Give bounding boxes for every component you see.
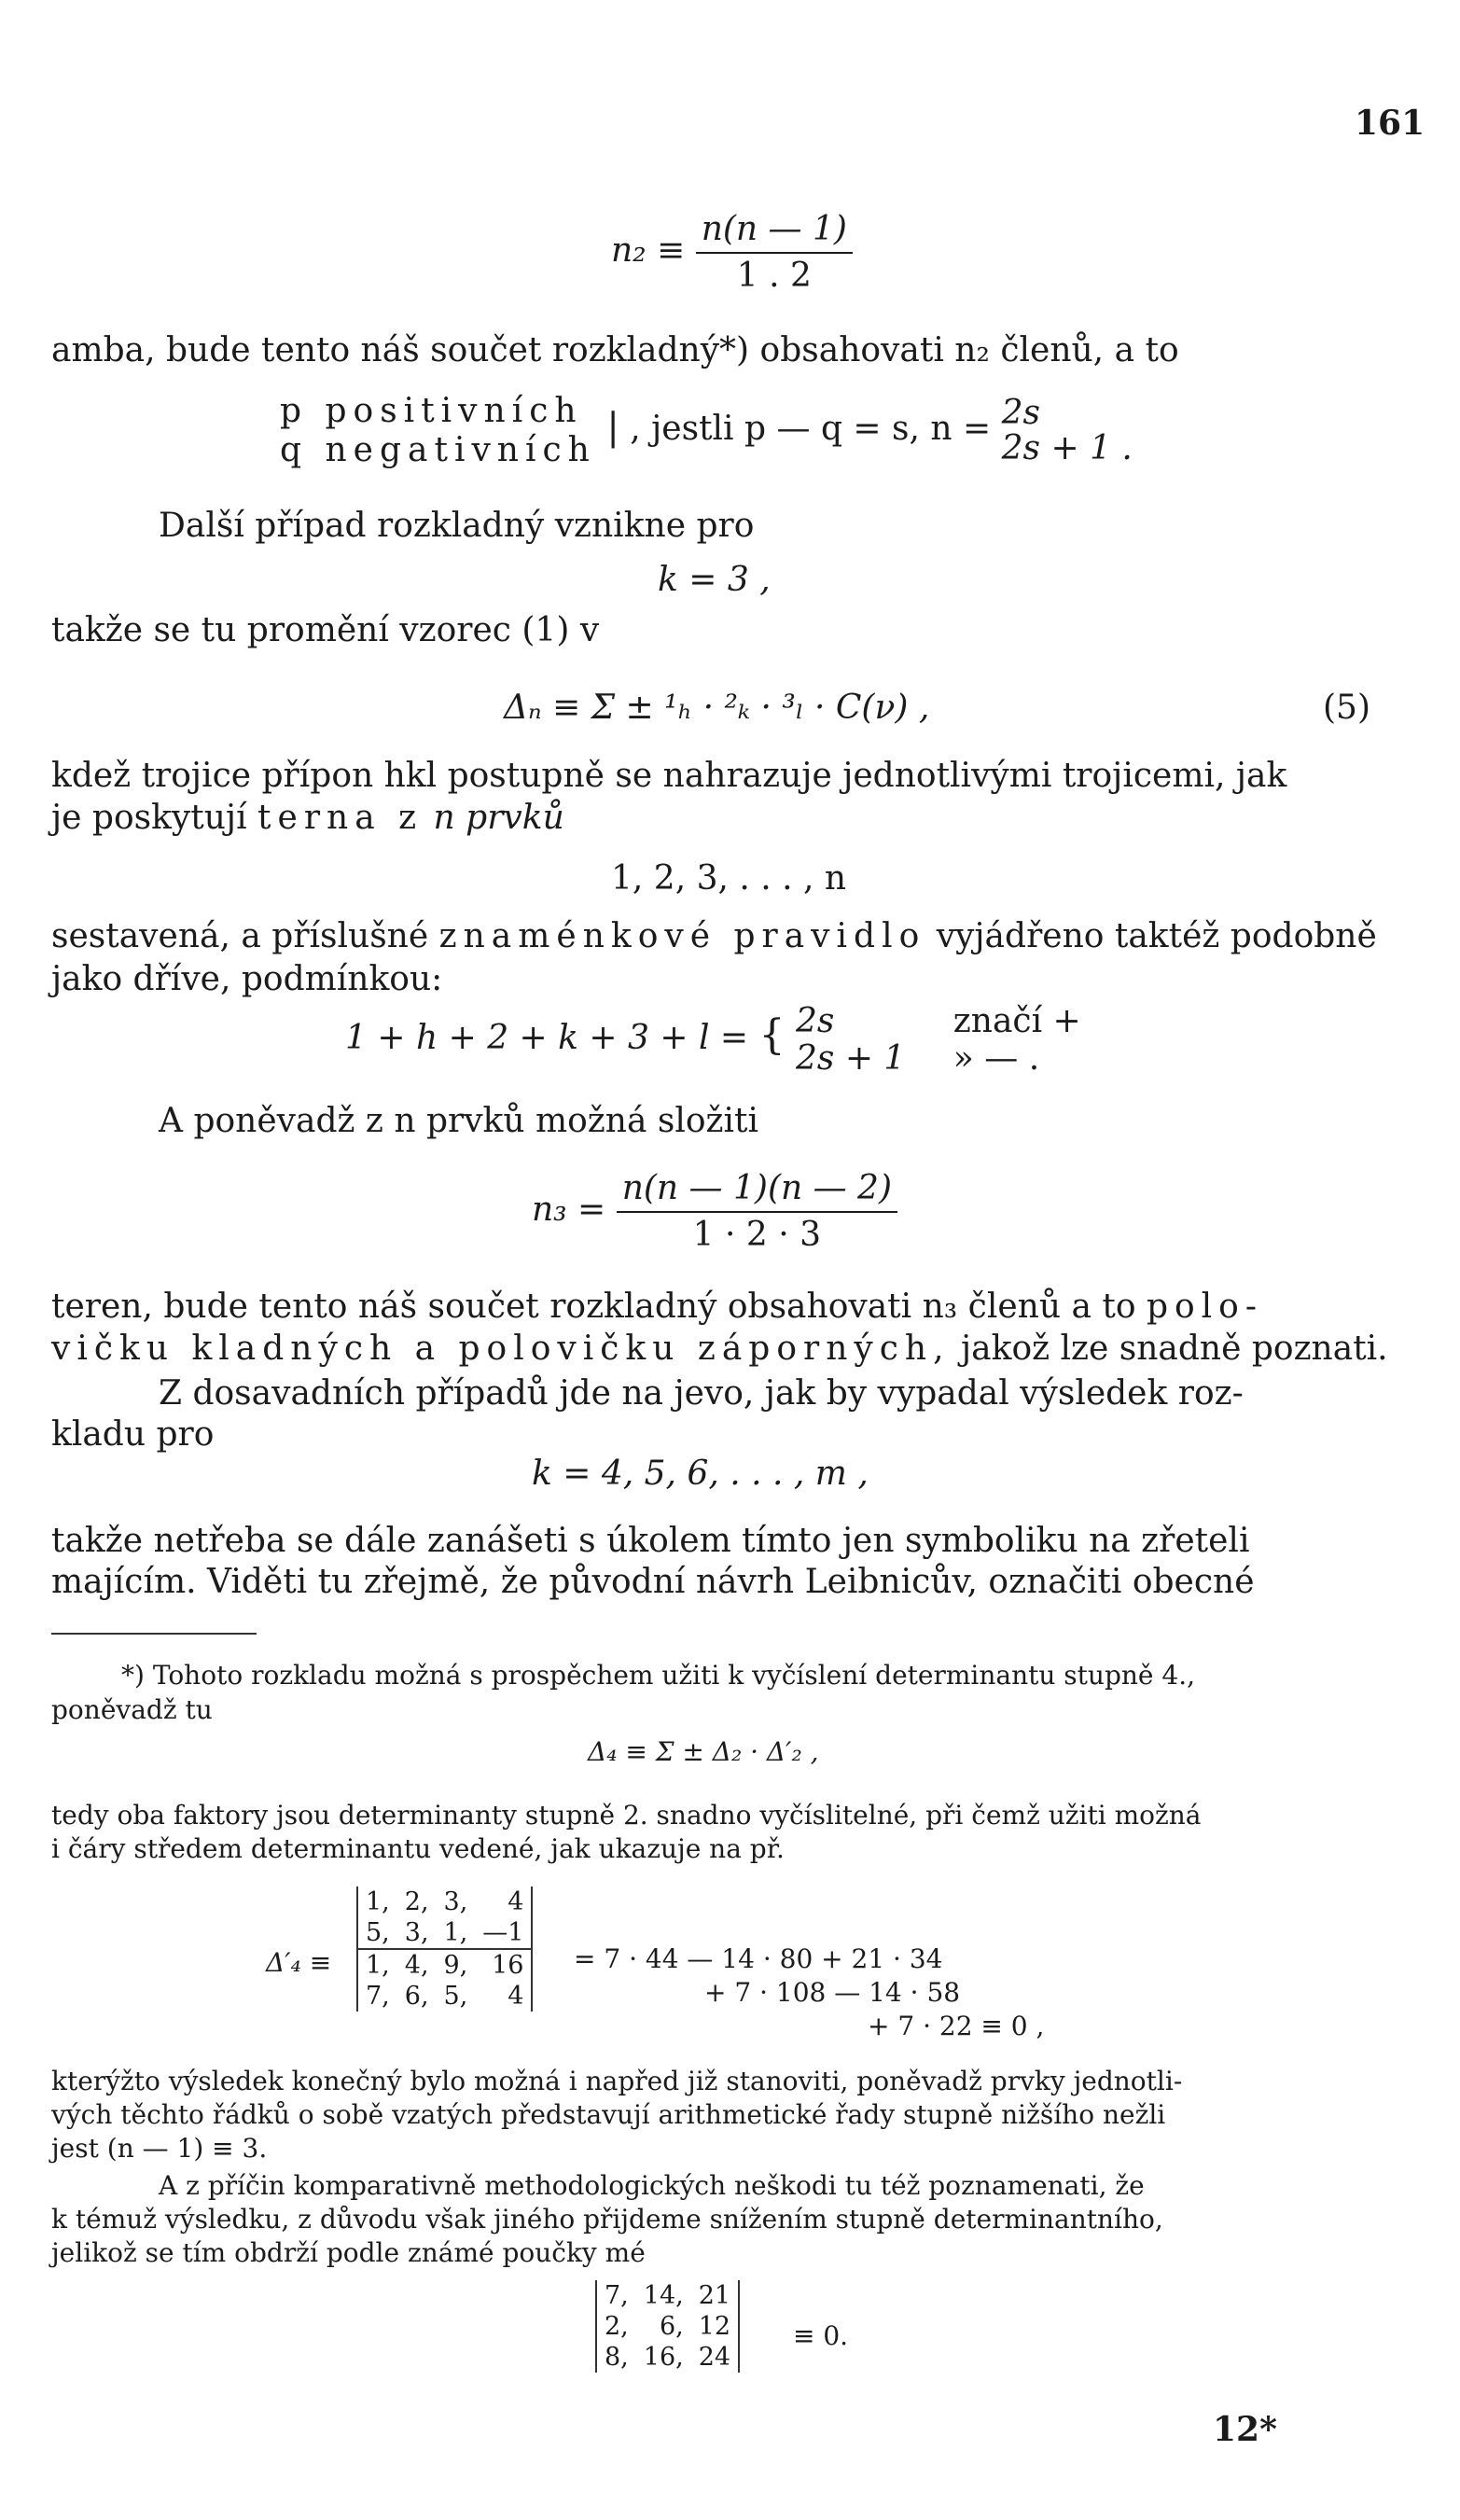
formula-condition-even: 2s xyxy=(796,1002,835,1040)
paragraph-2: Další případ rozkladný vznikne pro xyxy=(159,507,755,545)
footnote-line-10: jelikož se tím obdrží podle známé poučky mé xyxy=(51,2237,646,2268)
formula-n3 xyxy=(532,1166,897,1258)
paragraph-7-line-1 xyxy=(51,1285,1263,1330)
footnote-line-9: k témuž výsledku, z důvodu však jiného přijdeme snížením stupně determinantního, xyxy=(51,2204,1163,2235)
determinant-lhs: Δ′₄ ≡ xyxy=(266,1947,332,1978)
paragraph-5-line-1 xyxy=(51,914,1377,959)
formula-k3: k = 3 , xyxy=(658,561,771,599)
formula-n2-denominator: 1 . 2 xyxy=(736,257,812,295)
matrix-cell: 12 xyxy=(698,2312,731,2341)
determinant-rhs-3: + 7 · 22 ≡ 0 , xyxy=(868,2011,1045,2041)
footnote-line-1: *) Tohoto rozkladu možná s prospěchem užiti k vyčíslení determinantu stupně 4., xyxy=(121,1660,1195,1691)
formula-5-label: (5) xyxy=(1323,689,1370,727)
matrix-row xyxy=(358,1949,531,1981)
formula-n3-denominator: 1 · 2 · 3 xyxy=(692,1216,822,1254)
footnote-line-4: i čáry středem determinantu vedené, jak ukazuje na př. xyxy=(51,1833,785,1864)
determinant-3x3-rhs: ≡ 0. xyxy=(793,2320,849,2351)
matrix-cell: 4 xyxy=(508,1982,524,2011)
footnote-formula: Δ₄ ≡ Σ ± Δ₂ · Δ′₂ , xyxy=(588,1736,819,1767)
matrix-row xyxy=(597,2342,738,2373)
determinant-rhs-1: = 7 · 44 — 14 · 80 + 21 · 34 xyxy=(574,1943,943,1974)
formula-condition-odd: 2s + 1 xyxy=(796,1039,906,1078)
footnote-line-2: poněvadž tu xyxy=(51,1694,213,1725)
footnote-line-8: A z příčin komparativně methodologických neškodi tu též poznamenati, že xyxy=(159,2170,1145,2201)
formula-k-range: k = 4, 5, 6, . . . , m , xyxy=(532,1455,869,1493)
matrix-cell: 1, xyxy=(366,1887,390,1916)
matrix-cell: 5, xyxy=(366,1918,390,1947)
paragraph-3: takže se tu promění vzorec (1) v xyxy=(51,611,600,649)
footnote-line-5: kterýžto výsledek konečný bylo možná i napřed již stanoviti, poněvadž prvky jednotli- xyxy=(51,2066,1183,2096)
matrix-row xyxy=(597,2311,738,2342)
formula-n3-numerator: n(n — 1)(n — 2) xyxy=(617,1166,897,1213)
paragraph-8-line-1: Z dosavadních případů jde na jevo, jak by vypadal výsledek roz- xyxy=(159,1374,1244,1413)
paragraph-6: A poněvadž z n prvků možná složiti xyxy=(159,1102,758,1140)
paragraph-5-line-1a: sestavená, a příslušné xyxy=(51,917,429,955)
matrix-cell: 1, xyxy=(366,1951,390,1980)
determinant-3x3-table xyxy=(597,2280,738,2373)
paragraph-7-line-2 xyxy=(51,1327,1388,1371)
matrix-cell: 4 xyxy=(508,1887,524,1916)
matrix-cell: —1 xyxy=(482,1918,524,1947)
formula-condition-means-minus: » — . xyxy=(952,1039,1040,1078)
paragraph-4-line-2c: n prvků xyxy=(433,799,564,837)
formula-condition: 1 + h + 2 + k + 3 + l = { 2s 2s + 1 značí + » — . xyxy=(345,1002,1081,1078)
matrix-cell: 3, xyxy=(443,1887,468,1916)
formula-condition-means-plus: značí + xyxy=(952,1002,1081,1040)
paragraph-1: amba, bude tento náš součet rozkladný*) obsahovati n₂ členů, a to xyxy=(51,331,1179,369)
paragraph-8-line-2: kladu pro xyxy=(51,1415,215,1454)
formula-pq: p positivních q negativních | , jestli p — q = s, n = 2s 2s + 1 . xyxy=(280,392,1133,469)
paragraph-5-rule: znaménkové pravidlo xyxy=(438,917,926,955)
paragraph-4-line-2 xyxy=(51,796,564,841)
page-number: 161 xyxy=(1355,104,1425,143)
paragraph-7-line-2a: vičku kladných a polovičku záporných, xyxy=(51,1330,951,1368)
signature-mark: 12* xyxy=(1213,2410,1277,2449)
paragraph-4-line-2a: je poskytují xyxy=(51,799,247,837)
matrix-cell: 3, xyxy=(404,1918,429,1947)
matrix-row xyxy=(358,1917,531,1949)
matrix-row xyxy=(358,1981,531,2012)
formula-n3-fraction xyxy=(617,1166,897,1258)
matrix-cell: 2, xyxy=(404,1887,429,1916)
matrix-row xyxy=(597,2280,738,2311)
matrix-cell: 5, xyxy=(443,1982,468,2011)
formula-n2-fraction xyxy=(696,207,853,299)
paragraph-7-line-1b: polo- xyxy=(1146,1288,1264,1326)
paragraph-5-line-2: jako dříve, podmínkou: xyxy=(51,960,443,998)
formula-pq-negative: q negativních xyxy=(280,431,596,469)
paragraph-4-terna: terna z xyxy=(257,799,424,837)
matrix-cell: 8, xyxy=(605,2343,629,2372)
formula-pq-condition: , jestli p — q = s, n = xyxy=(630,410,992,448)
formula-n3-lhs: n₃ = xyxy=(532,1190,606,1229)
formula-n2-numerator: n(n — 1) xyxy=(696,207,853,254)
matrix-cell: 9, xyxy=(443,1951,468,1980)
formula-n2 xyxy=(611,207,853,299)
matrix-cell: 1, xyxy=(443,1918,468,1947)
paragraph-5-line-1c: vyjádřeno taktéž podobně xyxy=(936,917,1377,955)
formula-condition-lhs: 1 + h + 2 + k + 3 + l = xyxy=(345,1019,749,1057)
matrix-cell: 16 xyxy=(492,1951,524,1980)
paragraph-7-line-1a: teren, bude tento náš součet rozkladný obsahovati n₃ členů a to xyxy=(51,1288,1136,1326)
formula-n2-lhs: n₂ ≡ xyxy=(611,231,686,270)
paragraph-9-line-1: takže netřeba se dále zanášeti s úkolem tímto jen symboliku na zřeteli xyxy=(51,1522,1250,1560)
footnote-line-6: vých těchto řádků o sobě vzatých představují arithmetické řady stupně nižšího nežli xyxy=(51,2099,1166,2130)
matrix-cell: 7, xyxy=(366,1982,390,2011)
matrix-cell: 4, xyxy=(404,1951,429,1980)
paragraph-9-line-2: majícím. Viděti tu zřejmě, že původní návrh Leibnicův, označiti obecné xyxy=(51,1563,1255,1601)
formula-5: Δₙ ≡ Σ ± ¹ₕ · ²ₖ · ³ₗ · C(ν) , xyxy=(504,689,930,727)
determinant-rhs-2: + 7 · 108 — 14 · 58 xyxy=(704,1977,961,2008)
determinant-3x3 xyxy=(595,2280,740,2373)
matrix-cell: 6, xyxy=(404,1982,429,2011)
matrix-cell: 7, xyxy=(605,2281,629,2310)
footnote-separator xyxy=(51,1633,257,1635)
formula-pq-n-even: 2s xyxy=(1001,394,1041,432)
footnote-line-7: jest (n — 1) ≡ 3. xyxy=(51,2133,268,2164)
formula-pq-positive: p positivních xyxy=(280,392,583,430)
determinant-table xyxy=(358,1887,531,2012)
formula-pq-n-odd: 2s + 1 . xyxy=(1001,429,1133,467)
matrix-cell: 24 xyxy=(698,2343,731,2372)
footnote-line-3: tedy oba faktory jsou determinanty stupně 2. snadno vyčíslitelné, při čemž užiti možná xyxy=(51,1800,1202,1831)
determinant-4x4 xyxy=(356,1887,533,2012)
matrix-cell: 2, xyxy=(605,2312,629,2341)
matrix-cell: 6, xyxy=(659,2312,684,2341)
paragraph-4-line-1: kdež trojice přípon hkl postupně se nahrazuje jednotlivými trojicemi, jak xyxy=(51,757,1287,795)
matrix-cell: 14, xyxy=(643,2281,684,2310)
matrix-cell: 21 xyxy=(698,2281,731,2310)
matrix-cell: 16, xyxy=(643,2343,684,2372)
formula-sequence: 1, 2, 3, . . . , n xyxy=(611,859,847,898)
matrix-row xyxy=(358,1887,531,1917)
paragraph-7-line-2b: jakož lze snadně poznati. xyxy=(961,1330,1388,1368)
